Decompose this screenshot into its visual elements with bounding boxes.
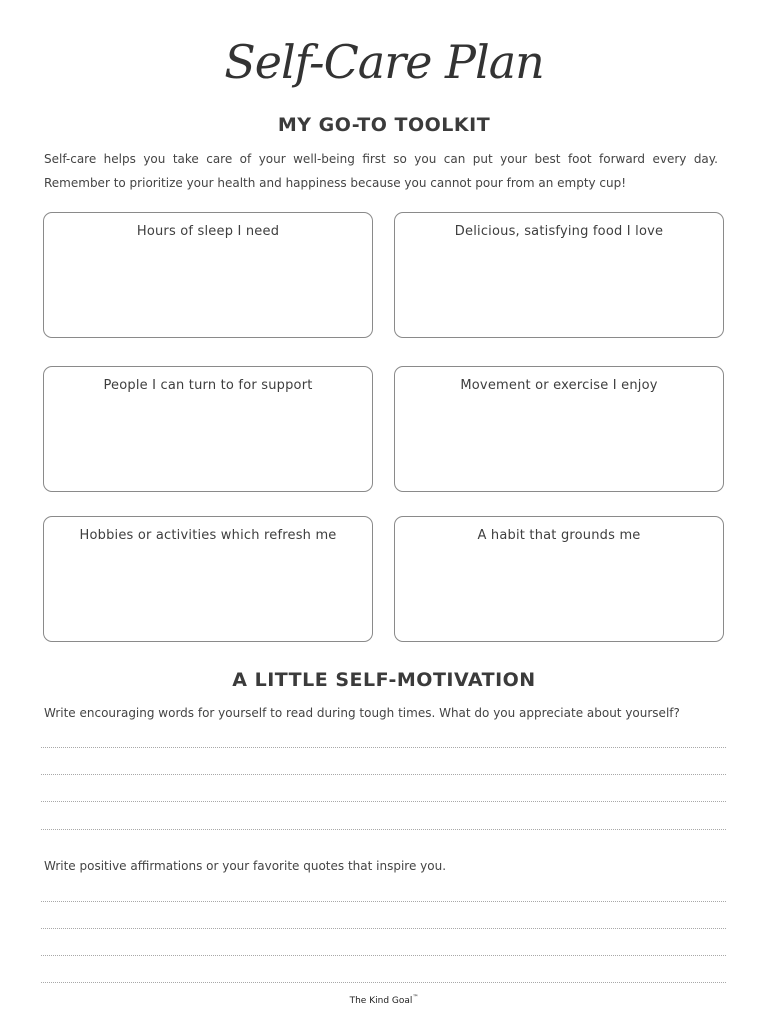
support-people-box[interactable]	[43, 366, 373, 492]
support-people-box-label: People I can turn to for support	[103, 378, 313, 393]
hobbies-box[interactable]	[43, 516, 373, 642]
writing-line[interactable]	[41, 901, 726, 902]
footer-brand	[0, 994, 768, 1006]
affirmations-prompt: Write positive affirmations or your favorite quotes that inspire you.	[44, 859, 447, 873]
sleep-box-label: Hours of sleep I need	[136, 224, 280, 239]
writing-line[interactable]	[41, 774, 726, 775]
writing-line[interactable]	[41, 801, 726, 802]
writing-line[interactable]	[41, 928, 726, 929]
writing-line[interactable]	[41, 955, 726, 956]
intro-line-2: Remember to prioritize your health and happiness because you cannot pour from an empty cup!	[44, 176, 627, 190]
movement-box-label: Movement or exercise I enjoy	[460, 378, 658, 393]
food-box-label: Delicious, satisfying food I love	[454, 224, 664, 239]
intro-paragraph	[44, 147, 718, 195]
writing-line[interactable]	[41, 747, 726, 748]
hobbies-box-label: Hobbies or activities which refresh me	[79, 528, 337, 543]
grounding-habit-box-label: A habit that grounds me	[477, 528, 641, 543]
movement-box[interactable]	[394, 366, 724, 492]
toolkit-heading: MY GO-TO TOOLKIT	[277, 114, 491, 136]
encouraging-words-prompt: Write encouraging words for yourself to read during tough times. What do you appreciate about yourself?	[44, 706, 680, 720]
grounding-habit-box[interactable]	[394, 516, 724, 642]
intro-line-1: Self-care helps you take care of your well-being first so you can put your best foot forward every day.	[44, 152, 718, 166]
food-box[interactable]	[394, 212, 724, 338]
motivation-heading: A LITTLE SELF-MOTIVATION	[232, 669, 536, 691]
brand-name: The Kind Goal	[349, 996, 413, 1006]
sleep-box[interactable]	[43, 212, 373, 338]
page-title: Self-Care Plan	[224, 35, 544, 89]
trademark-symbol: ™	[412, 994, 419, 1001]
writing-line[interactable]	[41, 982, 726, 983]
writing-line[interactable]	[41, 829, 726, 830]
